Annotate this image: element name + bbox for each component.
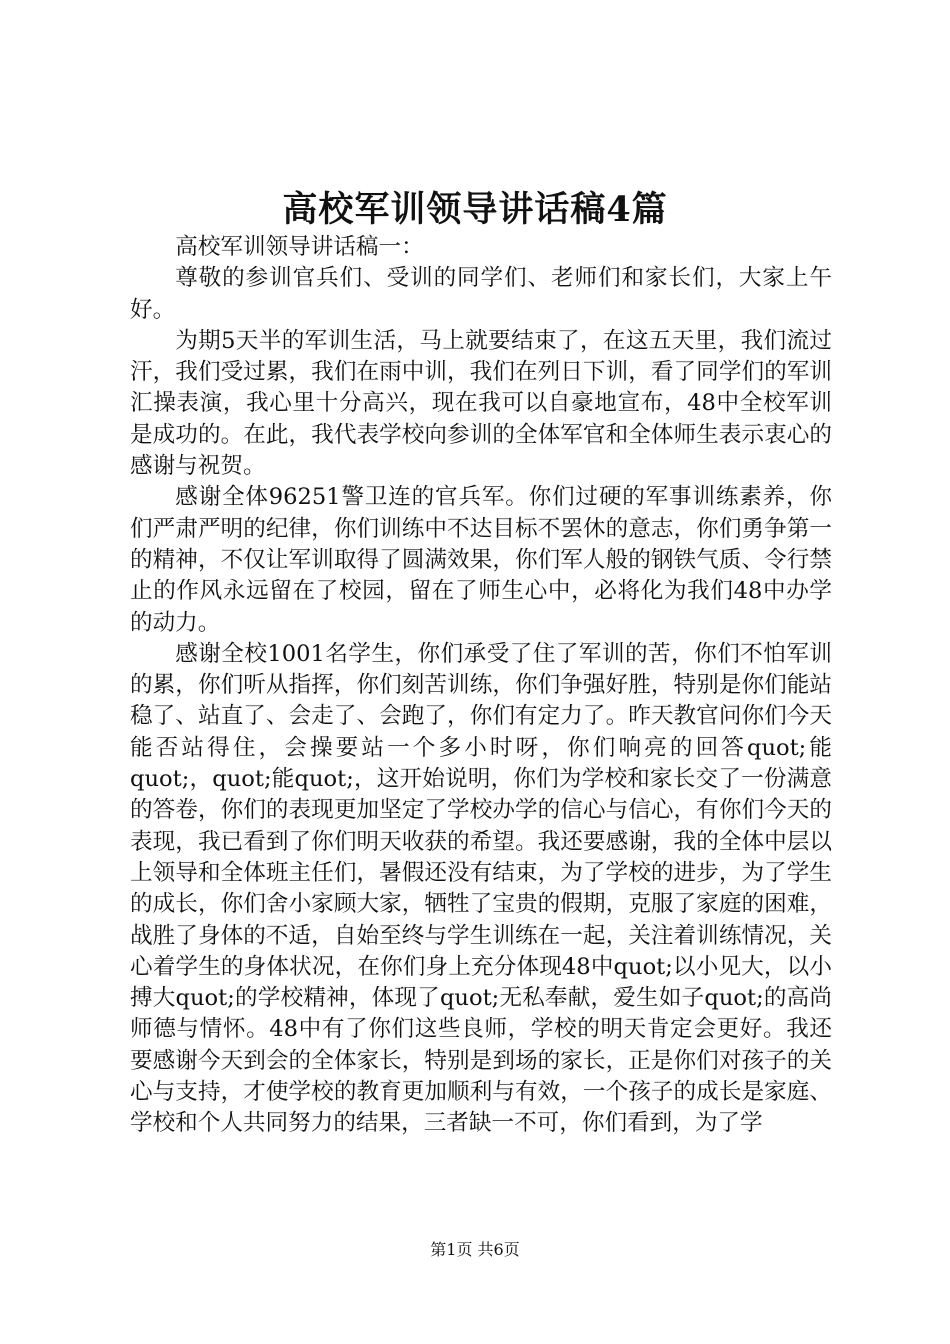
page-indicator: 第1页 共6页 — [430, 1240, 520, 1259]
paragraph: 感谢全校1001名学生，你们承受了住了军训的苦，你们不怕军训的累，你们听从指挥，你们刻苦训练，你们争强好胜，特别是你们能站稳了、站直了、会走了、会跑了，你们有定力了。昨天教官问你们今天能否站得住，会操要站一个多小时呀，你们响亮的回答quot;能quot;，quot;能quot;，这开始说明，你们为学校和家长交了一份满意的答卷，你们的表现更加坚定了学校办学的信心与信心，有你们今天的表现，我已看到了你们明天收获的希望。我还要感谢，我的全体中层以上领导和全体班主任们，暑假还没有结束，为了学校的进步，为了学生的成长，你们舍小家顾大家，牺牲了宝贵的假期，克服了家庭的困难，战胜了身体的不适，自始至终与学生训练在一起，关注着训练情况，关心着学生的身体状况，在你们身上充分体现48中quot;以小见大，以小搏大quot;的学校精神，体现了quot;无私奉献，爱生如子quot;的高尚师德与情怀。48中有了你们这些良师，学校的明天肯定会更好。我还要感谢今天到会的全体家长，特别是到场的家长，正是你们对孩子的关心与支持，才使学校的教育更加顺利与有效，一个孩子的成长是家庭、学校和个人共同努力的结果，三者缺一不可，你们看到，为了学 — [130, 640, 832, 1137]
page-footer — [0, 1240, 950, 1260]
paragraph: 为期5天半的军训生活，马上就要结束了，在这五天里，我们流过汗，我们受过累，我们在雨中训，我们在列日下训，看了同学们的军训汇操表演，我心里十分高兴，现在我可以自豪地宣布，48中全校军训是成功的。在此，我代表学校向参训的全体军官和全体师生表示衷心的感谢与祝贺。 — [130, 327, 832, 480]
paragraph-heading: 高校军训领导讲话稿一： — [175, 234, 424, 260]
document-title: 高校军训领导讲话稿4篇 — [282, 189, 668, 230]
paragraph-greeting: 尊敬的参训官兵们、受训的同学们、老师们和家长们，大家上午好。 — [130, 265, 832, 323]
document-body — [130, 232, 832, 1140]
paragraph: 感谢全体96251警卫连的官兵军。你们过硬的军事训练素养，你们严肃严明的纪律，你们训练中不达目标不罢休的意志，你们勇争第一的精神，不仅让军训取得了圆满效果，你们军人般的钢铁气质、令行禁止的作风永远留在了校园，留在了师生心中，必将化为我们48中办学的动力。 — [130, 484, 832, 636]
